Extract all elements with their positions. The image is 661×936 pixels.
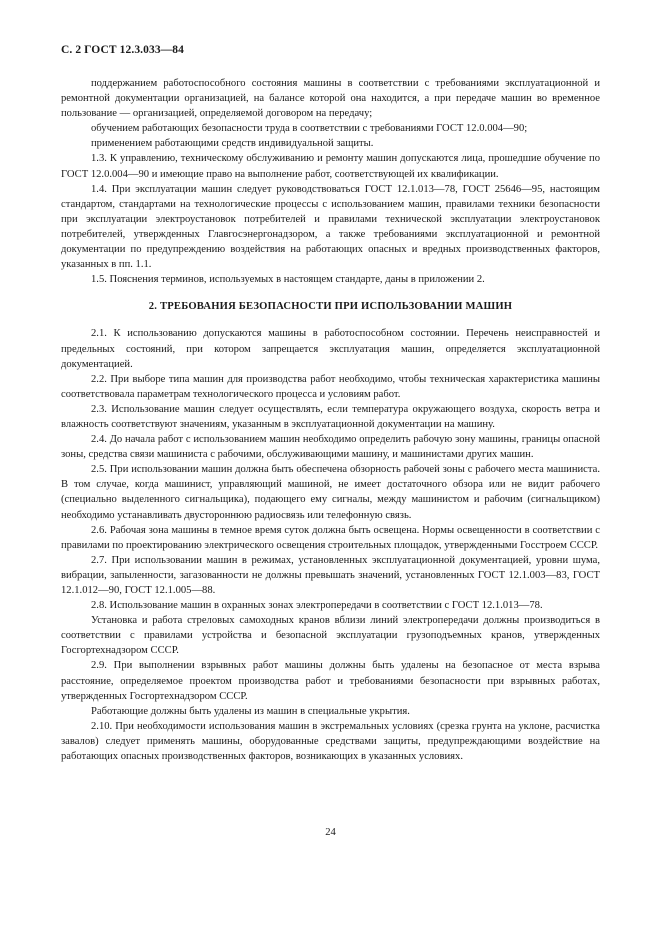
paragraph: Установка и работа стреловых самоходных кранов вблизи линий электропередачи должны производиться в соответствии с правилами устройства и безопасной эксплуатации грузоподъемных кранов, утвержденных Госгортехнадзором СССР.: [61, 615, 600, 657]
paragraph: обучением работающих безопасности труда в соответствии с требованиями ГОСТ 12.0.004—90;: [91, 123, 528, 135]
document-body: [61, 76, 600, 764]
paragraph: Работающие должны быть удалены из машин в специальные укрытия.: [91, 705, 410, 717]
paragraph-2-6: 2.6. Рабочая зона машины в темное время суток должна быть освещена. Нормы освещенности в соответствии с правилами по проектированию электрического освещения строительных площадок, утвержденными Госстроем СССР.: [61, 524, 600, 551]
paragraph-1-3: 1.3. К управлению, техническому обслуживанию и ремонту машин допускаются лица, прошедшие обучение по ГОСТ 12.0.004—90 и имеющие право на выполнение работ, соответствующей их квалификации.: [61, 153, 600, 180]
paragraph-2-7: 2.7. При использовании машин в режимах, установленных эксплуатационной документацией, уровни шума, вибрации, запыленности, загазованности не должны превышать значений, установленных ГОСТ 12.1.003—83, ГОСТ 12.1.012—90, ГОСТ 12.1.005—88.: [61, 554, 600, 596]
paragraph-2-2: 2.2. При выборе типа машин для производства работ необходимо, чтобы техническая характеристика машины соответствовала параметрам технологического процесса и условиям работ.: [61, 373, 600, 400]
page-number: 24: [325, 827, 336, 838]
paragraph: поддержанием работоспособного состояния машины в соответствии с требованиями эксплуатационной и ремонтной документации организацией, на балансе которой она находится, а при передаче машин во временное пользование — организацией, определяемой договором на передачу;: [61, 78, 600, 120]
paragraph-2-9: 2.9. При выполнении взрывных работ машины должны быть удалены на безопасное от места взрыва расстояние, определяемое проектом производства работ и требованиями безопасности при взрывных работах, утвержденных Госгортехнадзором СССР.: [61, 660, 600, 702]
paragraph-2-5: 2.5. При использовании машин должна быть обеспечена обзорность рабочей зоны с рабочего места машиниста. В том случае, когда машинист, управляющий машиной, не имеет достаточного обзора или не видит рабочего (специально выделенного сигнальщика), подающего ему сигналы, между машинистом и рабочим (сигнальщиком) необходимо устанавливать двустороннюю радиосвязь или телефонную связь.: [61, 464, 600, 521]
paragraph-1-4: 1.4. При эксплуатации машин следует руководствоваться ГОСТ 12.1.013—78, ГОСТ 25646—95, настоящим стандартом, стандартами на технологические процессы с использованием машин, правилами техники безопасности при эксплуатации электроустановок потребителей и правилами технической эксплуатации электроустановок потребителей, утвержденных Главгосэнергонадзором, а также требованиями эксплуатационной и ремонтной документации по предупреждению воздействия на работающих опасных и вредных производственных факторов, указанных в пп. 1.1.: [61, 183, 600, 271]
paragraph-2-10: 2.10. При необходимости использования машин в экстремальных условиях (срезка грунта на уклоне, расчистка завалов) следует применять машины, оборудованные средствами защиты, предупреждающими воздействие на работающих опасных производственных факторов, возникающих в указанных условиях.: [61, 720, 600, 763]
paragraph-2-3: 2.3. Использование машин следует осуществлять, если температура окружающего воздуха, скорость ветра и влажность соответствуют значениям, указанным в эксплуатационной документации на машину.: [61, 403, 600, 430]
paragraph-2-8: 2.8. Использование машин в охранных зонах электропередачи в соответствии с ГОСТ 12.1.013—78.: [91, 600, 543, 612]
page-header: С. 2 ГОСТ 12.3.033—84: [61, 44, 184, 56]
paragraph-2-4: 2.4. До начала работ с использованием машин необходимо определить рабочую зону машины, границы опасной зоны, средства связи машиниста с рабочими, обслуживающими машину, и машинистами других машин.: [61, 434, 600, 461]
paragraph-2-1: 2.1. К использованию допускаются машины в работоспособном состоянии. Перечень неисправностей и предельных состояний, при котором запрещается эксплуатация машин, определяется эксплуатационной документацией.: [61, 328, 600, 370]
section-title: 2. ТРЕБОВАНИЯ БЕЗОПАСНОСТИ ПРИ ИСПОЛЬЗОВАНИИ МАШИН: [148, 301, 513, 313]
paragraph: применением работающими средств индивидуальной защиты.: [91, 138, 374, 150]
paragraph-1-5: 1.5. Пояснения терминов, используемых в настоящем стандарте, даны в приложении 2.: [91, 274, 485, 286]
